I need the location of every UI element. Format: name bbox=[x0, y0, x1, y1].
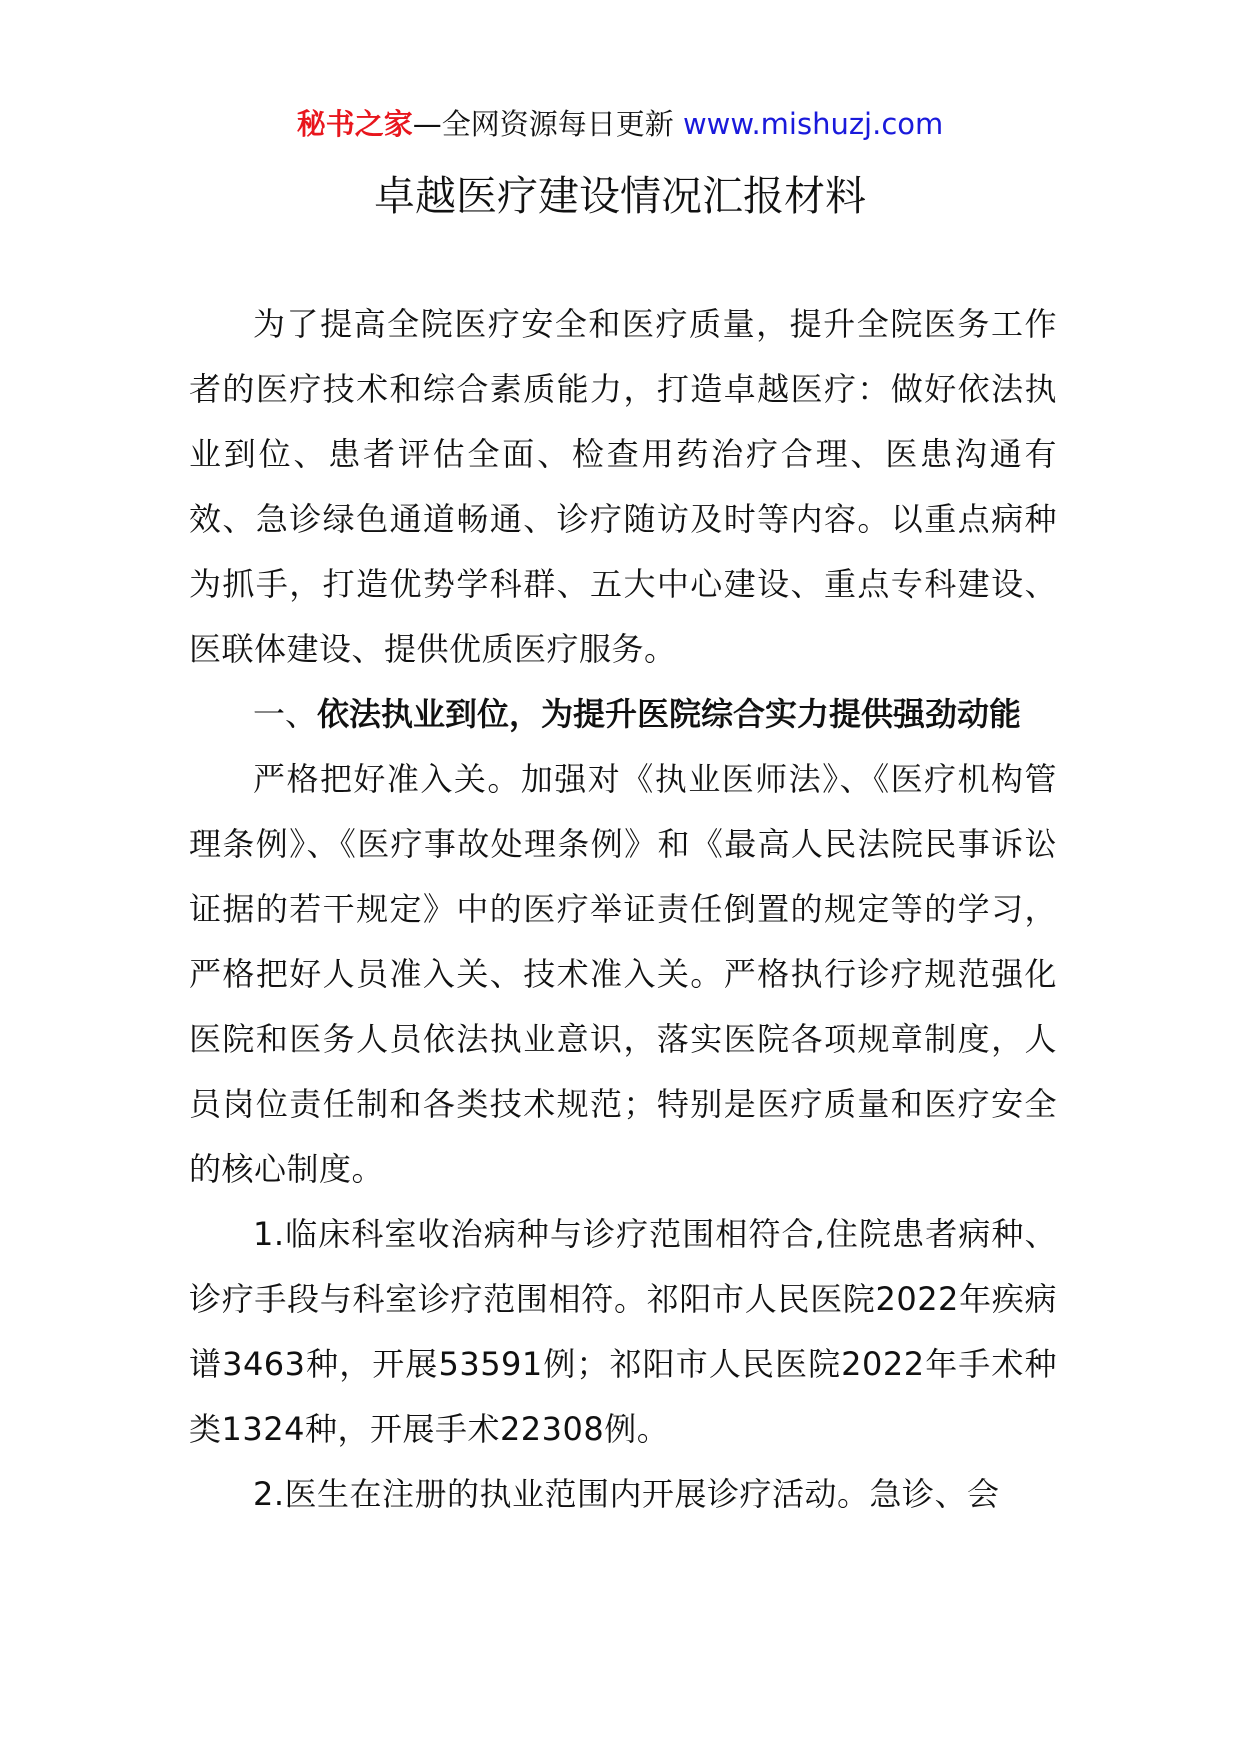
list-item-1: 1.临床科室收治病种与诊疗范围相符合,住院患者病种、诊疗手段与科室诊疗范围相符。祁阳市人民医院2022年疾病谱3463种，开展53591例；祁阳市人民医院2022年手术种类1324种，开展手术22308例。 bbox=[189, 1215, 1057, 1448]
section-1-heading bbox=[189, 682, 1057, 747]
access-control-paragraph: 严格把好准入关。加强对《执业医师法》、《医疗机构管理条例》、《医疗事故处理条例》和《最高人民法院民事诉讼证据的若干规定》中的医疗举证责任倒置的规定等的学习，严格把好人员准入关、技术准入关。严格执行诊疗规范强化医院和医务人员依法执业意识，落实医院各项规章制度，人员岗位责任制和各类技术规范；特别是医疗质量和医疗安全的核心制度。 bbox=[189, 760, 1057, 1188]
section-1-title: 依法执业到位，为提升医院综合实力提供强劲动能 bbox=[317, 695, 1022, 733]
list-item-2: 2.医生在注册的执业范围内开展诊疗活动。急诊、会 bbox=[253, 1475, 1000, 1513]
site-header bbox=[0, 100, 1240, 148]
document-title: 卓越医疗建设情况汇报材料 bbox=[374, 172, 866, 220]
section-1-number: 一、 bbox=[253, 695, 318, 733]
document-body bbox=[189, 292, 1057, 1527]
site-slogan: —全网资源每日更新 bbox=[412, 107, 674, 141]
site-url-link[interactable]: www.mishuzj.com bbox=[682, 107, 944, 141]
site-brand: 秘书之家 bbox=[296, 107, 413, 141]
intro-paragraph: 为了提高全院医疗安全和医疗质量，提升全院医务工作者的医疗技术和综合素质能力，打造卓越医疗：做好依法执业到位、患者评估全面、检查用药治疗合理、医患沟通有效、急诊绿色通道畅通、诊疗随访及时等内容。以重点病种为抓手，打造优势学科群、五大中心建设、重点专科建设、医联体建设、提供优质医疗服务。 bbox=[189, 305, 1057, 668]
